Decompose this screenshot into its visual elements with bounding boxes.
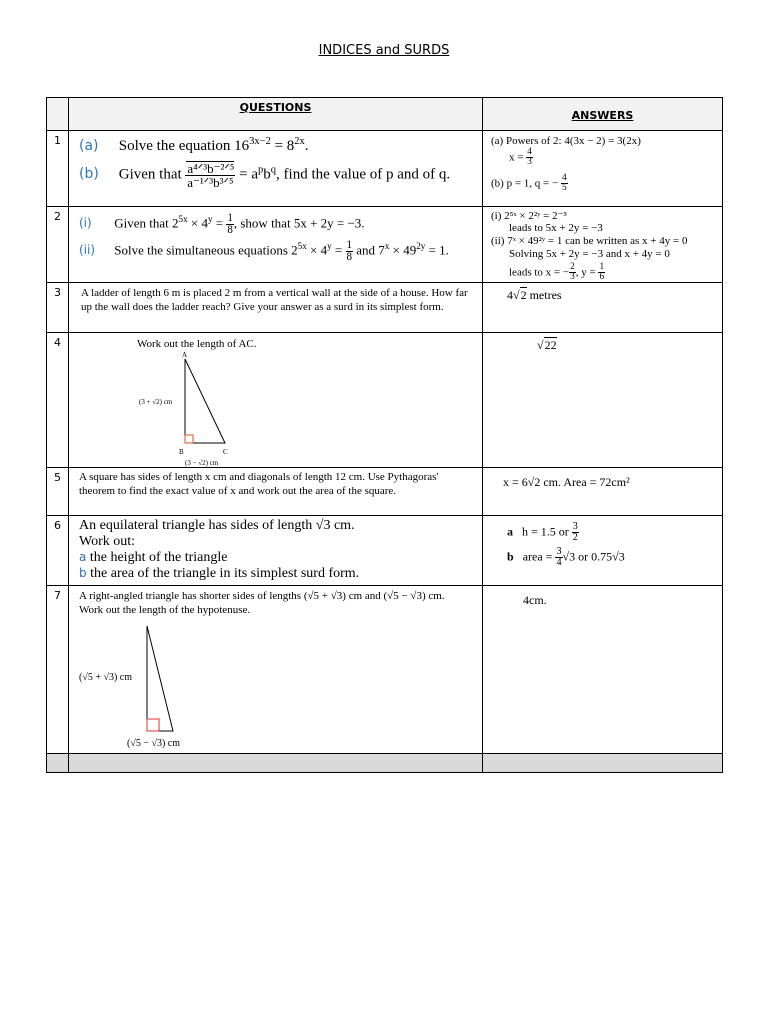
a3-coef: 4 bbox=[507, 288, 513, 302]
a6-b-label: b bbox=[507, 549, 514, 564]
question-cell-2 bbox=[69, 207, 483, 283]
q7-right-angle-mark bbox=[147, 719, 159, 731]
q2ii-exp1: 5x bbox=[297, 241, 307, 251]
q2ii-fraction bbox=[346, 240, 354, 263]
a6-a-den: 2 bbox=[572, 532, 578, 544]
q7-triangle bbox=[147, 626, 173, 731]
a2-line3: (ii) 7ˣ × 49²ʸ = 1 can be written as x + 4y = 0 bbox=[491, 235, 688, 247]
q1b-exp2: q bbox=[270, 164, 277, 176]
q2i-mid: × 4 bbox=[187, 215, 208, 231]
a1-x-label: x = bbox=[509, 151, 524, 164]
q1b-label: (b) bbox=[79, 166, 99, 183]
question-number: 4 bbox=[47, 333, 69, 468]
question-number: 7 bbox=[47, 586, 69, 754]
q2i-line bbox=[79, 212, 365, 236]
question-row-7 bbox=[47, 586, 723, 754]
q4-right-angle-mark bbox=[185, 435, 193, 443]
q2i-eq: = bbox=[212, 215, 227, 231]
q1b-denominator: a⁻¹ᐟ³b³ᐟ⁵ bbox=[187, 175, 234, 190]
question-cell-4 bbox=[69, 333, 483, 468]
question-cell-1 bbox=[69, 131, 483, 207]
q4-side-ab: (3 + √2) cm bbox=[139, 398, 173, 406]
q7-triangle-diagram bbox=[79, 622, 279, 752]
header-num-cell bbox=[47, 98, 69, 131]
a2-x-label: leads to x = − bbox=[509, 266, 570, 279]
a1-line1: (a) Powers of 2: 4(3x − 2) = 3(2x) bbox=[491, 135, 641, 147]
q6-line1: An equilateral triangle has sides of length √3 cm. bbox=[79, 518, 355, 533]
q2ii-and: and 7 bbox=[353, 242, 385, 258]
a2-y-den: 6 bbox=[599, 272, 605, 283]
q2ii-eq: = bbox=[331, 242, 346, 258]
q1a-exp2: 2x bbox=[294, 136, 305, 147]
a3-unit: metres bbox=[526, 288, 562, 302]
q6-part-a bbox=[79, 550, 227, 566]
question-cell-5 bbox=[69, 468, 483, 516]
a1-line3 bbox=[491, 174, 568, 194]
a2-y-num: 1 bbox=[599, 262, 605, 272]
a1-line2 bbox=[509, 148, 533, 168]
q6-b-label: b bbox=[79, 566, 87, 580]
a2-line1: (i) 2⁵ˣ × 2²ʸ = 2⁻³ bbox=[491, 210, 567, 222]
a6-a-label: a bbox=[507, 524, 513, 539]
q6-a-text: the height of the triangle bbox=[89, 550, 228, 565]
q4-vertex-b: B bbox=[179, 448, 184, 456]
question-number: 5 bbox=[47, 468, 69, 516]
q1b-numerator: a⁴ᐟ³b⁻²ᐟ⁵ bbox=[187, 161, 235, 176]
question-row-1 bbox=[47, 131, 723, 207]
q1a-mid: = 8 bbox=[270, 138, 295, 154]
a6-b-num: 3 bbox=[556, 546, 562, 557]
q2i-den: 8 bbox=[227, 223, 233, 236]
a2-line2: leads to 5x + 2y = −3 bbox=[509, 222, 603, 234]
a6-b-fraction bbox=[555, 547, 562, 568]
a2-line4: Solving 5x + 2y = −3 and x + 4y = 0 bbox=[509, 248, 670, 260]
q2ii-den: 8 bbox=[346, 250, 353, 263]
q1b-b: b bbox=[263, 166, 271, 183]
a1-x-num: 4 bbox=[527, 147, 532, 157]
q4-triangle-diagram bbox=[137, 351, 317, 471]
a1-x-den: 3 bbox=[527, 157, 532, 168]
question-number: 2 bbox=[47, 207, 69, 283]
question-number: 3 bbox=[47, 283, 69, 333]
a2-y-label: , y = bbox=[575, 266, 596, 279]
q4-side-bc: (3 − √2) cm bbox=[185, 459, 219, 467]
a4-answer: √22 bbox=[537, 338, 557, 352]
q2i-exp2: y bbox=[207, 214, 213, 224]
q2i-end: , show that 5x + 2y = −3. bbox=[233, 215, 365, 231]
answers-header: ANSWERS bbox=[483, 98, 723, 131]
q2ii-exp4: 2y bbox=[416, 241, 426, 251]
q1b-pre: Given that bbox=[118, 166, 182, 183]
answer-cell-4 bbox=[483, 333, 723, 468]
answer-cell-1 bbox=[483, 131, 723, 207]
a7-answer: 4cm. bbox=[523, 593, 547, 607]
q2ii-mid2: × 49 bbox=[389, 242, 417, 258]
q2i-label: (i) bbox=[79, 216, 92, 231]
question-cell-7 bbox=[69, 586, 483, 754]
a1-q-num: 4 bbox=[561, 173, 567, 183]
q4-text: Work out the length of AC. bbox=[137, 338, 257, 350]
a6-b-text: area = bbox=[522, 549, 553, 564]
question-cell-6 bbox=[69, 516, 483, 586]
footer-cell bbox=[69, 754, 483, 773]
a4-root: 22 bbox=[544, 338, 557, 352]
a1-pq: (b) p = 1, q = − bbox=[491, 177, 559, 190]
q4-triangle bbox=[185, 359, 225, 443]
a2-y-fraction bbox=[598, 263, 605, 283]
q1a-line bbox=[79, 136, 309, 155]
worksheet-table bbox=[46, 97, 723, 773]
a3-root: 2 bbox=[520, 288, 527, 302]
a2-x-den: 3 bbox=[570, 272, 575, 283]
a6-part-b bbox=[507, 547, 625, 568]
q4-vertex-a: A bbox=[182, 351, 188, 359]
question-row-2 bbox=[47, 207, 723, 283]
questions-header: QUESTIONS bbox=[69, 98, 483, 131]
q2ii-exp3: x bbox=[384, 241, 390, 251]
a2-x-fraction bbox=[569, 263, 576, 283]
q1b-fraction bbox=[185, 161, 235, 189]
question-row-5 bbox=[47, 468, 723, 516]
a1-x-fraction bbox=[526, 148, 533, 168]
q6-b-text: the area of the triangle in its simplest surd form. bbox=[90, 566, 360, 581]
q1a-exp1: 3x−2 bbox=[249, 136, 271, 147]
a1-q-den: 5 bbox=[561, 183, 567, 194]
a1-q-fraction bbox=[561, 174, 568, 194]
q2ii-num: 1 bbox=[346, 238, 353, 251]
a6-a-fraction bbox=[572, 522, 579, 543]
q4-vertex-c: C bbox=[223, 448, 228, 456]
q1a-label: (a) bbox=[79, 138, 99, 154]
footer-row bbox=[47, 754, 723, 773]
q6-a-label: a bbox=[79, 550, 87, 564]
a5-answer: x = 6√2 cm. Area = 72cm² bbox=[503, 475, 630, 489]
question-row-3 bbox=[47, 283, 723, 333]
a2-line5 bbox=[509, 263, 605, 283]
answer-cell-6 bbox=[483, 516, 723, 586]
a6-b-den: 4 bbox=[556, 557, 562, 569]
q2i-fraction bbox=[226, 213, 234, 236]
question-cell-3 bbox=[69, 283, 483, 333]
question-row-6 bbox=[47, 516, 723, 586]
a6-a-text: h = 1.5 or bbox=[522, 524, 569, 539]
answer-cell-3 bbox=[483, 283, 723, 333]
question-number: 1 bbox=[47, 131, 69, 207]
a6-b-post: √3 or 0.75√3 bbox=[562, 549, 625, 564]
q1b-post: = a bbox=[239, 166, 259, 183]
a2-x-num: 2 bbox=[570, 262, 575, 272]
answer-cell-5 bbox=[483, 468, 723, 516]
q1b-line bbox=[79, 161, 450, 189]
q7-side-vertical: (√5 + √3) cm bbox=[79, 672, 132, 683]
q3-text: A ladder of length 6 m is placed 2 m from a vertical wall at the side of a house. How far up the wall does the ladder reach? Give your answer as a surd in its simplest form. bbox=[81, 287, 468, 313]
q1b-exp1: p bbox=[258, 164, 264, 176]
answer-cell-7 bbox=[483, 586, 723, 754]
q1b-end: , find the value of p and of q. bbox=[276, 166, 451, 183]
q2i-text: Given that 2 bbox=[114, 215, 179, 231]
a6-a-num: 3 bbox=[572, 521, 578, 532]
q2i-exp1: 5x bbox=[178, 214, 188, 224]
header-row bbox=[47, 98, 723, 131]
footer-cell bbox=[483, 754, 723, 773]
q2ii-exp2: y bbox=[327, 241, 332, 251]
q2ii-end: = 1. bbox=[425, 242, 449, 258]
page-title: INDICES and SURDS bbox=[318, 43, 450, 58]
answer-cell-2 bbox=[483, 207, 723, 283]
q5-text: A square has sides of length x cm and diagonals of length 12 cm. Use Pythagoras' theorem to find the exact value of x and work out the area of the square. bbox=[79, 471, 439, 497]
q6-part-b bbox=[79, 566, 359, 582]
q2ii-text: Solve the simultaneous equations 2 bbox=[114, 242, 298, 258]
q1a-end: . bbox=[304, 138, 309, 154]
q2i-num: 1 bbox=[227, 211, 233, 224]
q7-side-horizontal: (√5 − √3) cm bbox=[127, 738, 180, 749]
question-row-4 bbox=[47, 333, 723, 468]
q7-text: A right-angled triangle has shorter sides of lengths (√5 + √3) cm and (√5 − √3) cm. Work out the length of the hypotenuse. bbox=[79, 590, 445, 616]
q1a-text: Solve the equation 16 bbox=[118, 138, 250, 154]
q6-line2: Work out: bbox=[79, 534, 136, 549]
question-number: 6 bbox=[47, 516, 69, 586]
a3-answer: 4√2 metres bbox=[507, 288, 562, 302]
footer-cell bbox=[47, 754, 69, 773]
q2ii-line bbox=[79, 239, 449, 263]
q2ii-label: (ii) bbox=[79, 243, 96, 258]
q2ii-mid: × 4 bbox=[306, 242, 328, 258]
a6-part-a bbox=[507, 522, 579, 543]
